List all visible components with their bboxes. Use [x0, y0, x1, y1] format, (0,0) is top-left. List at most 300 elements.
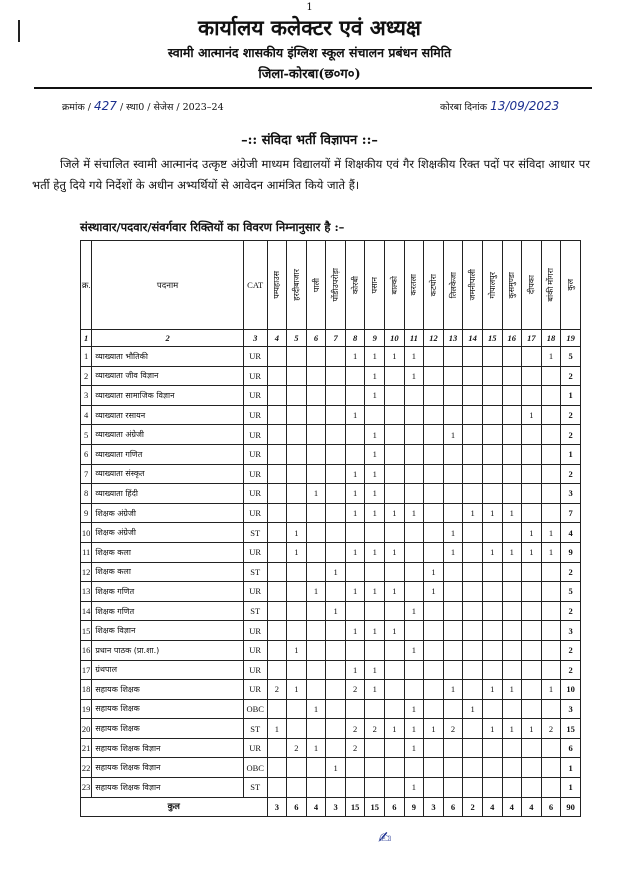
column-number: 8 [345, 330, 365, 347]
table-row [81, 640, 581, 660]
row-vacancy-cell: 1 [345, 542, 365, 562]
row-vacancy-cell: 1 [326, 601, 346, 621]
row-vacancy-cell [385, 464, 405, 484]
row-vacancy-cell [404, 562, 424, 582]
row-vacancy-cell: 1 [424, 562, 444, 582]
row-vacancy-cell [424, 347, 444, 367]
row-vacancy-cell [482, 601, 502, 621]
header-post: पदनाम [92, 241, 244, 330]
row-vacancy-cell [541, 621, 561, 641]
row-sno: 3 [81, 386, 92, 406]
row-vacancy-cell: 1 [345, 347, 365, 367]
row-vacancy-cell: 1 [502, 542, 522, 562]
row-vacancy-cell [326, 464, 346, 484]
row-vacancy-cell [463, 523, 483, 543]
row-vacancy-cell: 1 [482, 680, 502, 700]
row-vacancy-cell: 1 [541, 542, 561, 562]
row-vacancy-cell [522, 425, 542, 445]
row-vacancy-cell: 1 [365, 582, 385, 602]
row-vacancy-cell [404, 386, 424, 406]
row-sno: 5 [81, 425, 92, 445]
row-vacancy-cell [385, 738, 405, 758]
row-vacancy-cell: 1 [385, 503, 405, 523]
row-vacancy-cell: 1 [522, 523, 542, 543]
table-row [81, 464, 581, 484]
row-vacancy-cell [502, 405, 522, 425]
row-vacancy-cell [502, 640, 522, 660]
row-vacancy-cell [424, 601, 444, 621]
row-post: व्याख्याता हिंदी [92, 484, 244, 504]
table-row [81, 523, 581, 543]
row-post: सहायक शिक्षक [92, 680, 244, 700]
row-sno: 14 [81, 601, 92, 621]
row-vacancy-cell [522, 778, 542, 798]
header-school: बाल्को [385, 241, 405, 330]
row-vacancy-cell [443, 503, 463, 523]
totals-label: कुल [81, 797, 268, 816]
row-vacancy-cell: 1 [522, 542, 542, 562]
row-vacancy-cell [267, 366, 287, 386]
row-vacancy-cell [267, 758, 287, 778]
row-vacancy-cell [326, 503, 346, 523]
row-sno: 2 [81, 366, 92, 386]
row-vacancy-cell [345, 386, 365, 406]
row-post: सहायक शिक्षक विज्ञान [92, 738, 244, 758]
row-vacancy-cell [541, 699, 561, 719]
row-vacancy-cell [267, 405, 287, 425]
row-vacancy-cell [502, 601, 522, 621]
row-vacancy-cell: 1 [365, 484, 385, 504]
row-vacancy-cell [267, 425, 287, 445]
row-category: ST [243, 778, 267, 798]
row-vacancy-cell [463, 347, 483, 367]
row-vacancy-cell [365, 738, 385, 758]
row-vacancy-cell [267, 542, 287, 562]
row-vacancy-cell: 1 [502, 680, 522, 700]
row-vacancy-cell [385, 601, 405, 621]
table-row [81, 405, 581, 425]
row-vacancy-cell [463, 386, 483, 406]
row-vacancy-cell [424, 425, 444, 445]
row-vacancy-cell [424, 523, 444, 543]
row-vacancy-cell [326, 347, 346, 367]
row-vacancy-cell [502, 738, 522, 758]
row-vacancy-cell [287, 386, 307, 406]
row-sno: 20 [81, 719, 92, 739]
row-vacancy-cell: 1 [365, 386, 385, 406]
row-vacancy-cell [365, 778, 385, 798]
row-vacancy-cell [522, 601, 542, 621]
row-vacancy-cell [502, 425, 522, 445]
row-category: UR [243, 366, 267, 386]
row-vacancy-cell [522, 738, 542, 758]
row-vacancy-cell [424, 778, 444, 798]
row-vacancy-cell [424, 464, 444, 484]
row-vacancy-cell [482, 660, 502, 680]
row-vacancy-cell: 1 [287, 680, 307, 700]
row-category: OBC [243, 758, 267, 778]
row-vacancy-cell [541, 425, 561, 445]
row-vacancy-cell [404, 621, 424, 641]
row-vacancy-cell [404, 444, 424, 464]
row-vacancy-cell [404, 542, 424, 562]
totals-row [81, 797, 581, 816]
row-sno: 8 [81, 484, 92, 504]
row-vacancy-cell [287, 778, 307, 798]
row-category: UR [243, 386, 267, 406]
row-sno: 22 [81, 758, 92, 778]
row-vacancy-cell: 2 [541, 719, 561, 739]
row-vacancy-cell [463, 660, 483, 680]
row-vacancy-cell [306, 347, 326, 367]
row-vacancy-cell [267, 444, 287, 464]
row-vacancy-cell [522, 347, 542, 367]
row-vacancy-cell: 1 [385, 347, 405, 367]
row-vacancy-cell: 1 [345, 503, 365, 523]
row-vacancy-cell [267, 640, 287, 660]
row-vacancy-cell [287, 503, 307, 523]
column-total: 9 [404, 797, 424, 816]
row-vacancy-cell [267, 464, 287, 484]
date-value: 13/09/2023 [490, 99, 560, 113]
row-post: शिक्षक अंग्रेजी [92, 523, 244, 543]
row-vacancy-cell [287, 699, 307, 719]
row-vacancy-cell [345, 562, 365, 582]
column-total: 3 [326, 797, 346, 816]
row-vacancy-cell [541, 562, 561, 582]
row-vacancy-cell [541, 444, 561, 464]
row-vacancy-cell [522, 386, 542, 406]
row-vacancy-cell [385, 778, 405, 798]
row-vacancy-cell [385, 680, 405, 700]
row-total: 3 [561, 621, 581, 641]
row-total: 5 [561, 347, 581, 367]
row-vacancy-cell [385, 660, 405, 680]
row-vacancy-cell [502, 621, 522, 641]
row-total: 5 [561, 582, 581, 602]
table-row [81, 738, 581, 758]
row-post: व्याख्याता गणित [92, 444, 244, 464]
column-number: 13 [443, 330, 463, 347]
row-vacancy-cell [385, 699, 405, 719]
row-category: UR [243, 640, 267, 660]
row-total: 4 [561, 523, 581, 543]
row-vacancy-cell [306, 366, 326, 386]
header-school: कोरबी [345, 241, 365, 330]
row-vacancy-cell [385, 405, 405, 425]
column-number: 6 [306, 330, 326, 347]
row-vacancy-cell [326, 680, 346, 700]
row-vacancy-cell: 1 [385, 621, 405, 641]
row-vacancy-cell [326, 405, 346, 425]
table-row [81, 542, 581, 562]
row-vacancy-cell [541, 464, 561, 484]
row-vacancy-cell: 2 [287, 738, 307, 758]
row-vacancy-cell [267, 347, 287, 367]
row-vacancy-cell: 1 [443, 425, 463, 445]
row-vacancy-cell [522, 562, 542, 582]
row-vacancy-cell [424, 444, 444, 464]
row-vacancy-cell [482, 758, 502, 778]
row-category: UR [243, 660, 267, 680]
row-vacancy-cell [443, 405, 463, 425]
row-category: UR [243, 484, 267, 504]
row-vacancy-cell [385, 425, 405, 445]
row-vacancy-cell: 1 [326, 758, 346, 778]
advertisement-heading: –:: संविदा भर्ती विज्ञापन ::– [241, 133, 378, 148]
column-total: 4 [522, 797, 542, 816]
row-post: शिक्षक कला [92, 562, 244, 582]
row-vacancy-cell [424, 680, 444, 700]
column-number: 14 [463, 330, 483, 347]
row-total: 1 [561, 758, 581, 778]
row-total: 2 [561, 366, 581, 386]
row-vacancy-cell [306, 503, 326, 523]
row-vacancy-cell: 1 [424, 582, 444, 602]
row-vacancy-cell [326, 366, 346, 386]
row-vacancy-cell [267, 699, 287, 719]
column-number: 16 [502, 330, 522, 347]
row-vacancy-cell [502, 699, 522, 719]
column-total: 3 [424, 797, 444, 816]
row-vacancy-cell [365, 699, 385, 719]
row-vacancy-cell [443, 778, 463, 798]
row-vacancy-cell [267, 660, 287, 680]
row-post: प्रधान पाठक (प्रा.शा.) [92, 640, 244, 660]
header-school: पम्पहाउस [267, 241, 287, 330]
column-total: 6 [541, 797, 561, 816]
row-vacancy-cell [345, 778, 365, 798]
row-vacancy-cell: 1 [287, 542, 307, 562]
row-vacancy-cell [443, 484, 463, 504]
row-vacancy-cell: 1 [345, 660, 365, 680]
row-vacancy-cell [482, 347, 502, 367]
reference-suffix: / स्था0 / सेजेस / 2023–24 [119, 102, 224, 113]
column-number: 17 [522, 330, 542, 347]
row-post: ग्रंथपाल [92, 660, 244, 680]
row-vacancy-cell [522, 484, 542, 504]
row-vacancy-cell: 1 [385, 719, 405, 739]
row-vacancy-cell [424, 366, 444, 386]
row-total: 2 [561, 660, 581, 680]
row-vacancy-cell [306, 444, 326, 464]
row-vacancy-cell [306, 425, 326, 445]
table-row [81, 562, 581, 582]
row-vacancy-cell [287, 464, 307, 484]
row-vacancy-cell [267, 738, 287, 758]
row-post: व्याख्याता अंग्रेजी [92, 425, 244, 445]
row-category: ST [243, 719, 267, 739]
row-vacancy-cell [463, 484, 483, 504]
row-vacancy-cell [463, 680, 483, 700]
row-post: व्याख्याता भौतिकी [92, 347, 244, 367]
vacancy-table-body [81, 347, 581, 798]
row-vacancy-cell: 1 [306, 738, 326, 758]
table-row [81, 680, 581, 700]
row-vacancy-cell: 1 [365, 347, 385, 367]
table-row [81, 621, 581, 641]
row-vacancy-cell [306, 562, 326, 582]
row-vacancy-cell: 2 [345, 719, 365, 739]
row-vacancy-cell: 1 [404, 503, 424, 523]
header-school: दीपका [522, 241, 542, 330]
row-vacancy-cell [482, 562, 502, 582]
row-sno: 7 [81, 464, 92, 484]
row-vacancy-cell [326, 523, 346, 543]
row-vacancy-cell [385, 640, 405, 660]
row-vacancy-cell [522, 503, 542, 523]
row-vacancy-cell: 1 [345, 405, 365, 425]
row-total: 2 [561, 601, 581, 621]
row-vacancy-cell [463, 719, 483, 739]
row-vacancy-cell [306, 601, 326, 621]
row-vacancy-cell: 1 [404, 699, 424, 719]
column-total: 4 [502, 797, 522, 816]
header-school: हरदीबाजार [287, 241, 307, 330]
row-vacancy-cell: 1 [365, 680, 385, 700]
row-vacancy-cell [424, 405, 444, 425]
row-vacancy-cell: 1 [385, 542, 405, 562]
header-total: कुल [561, 241, 581, 330]
reference-prefix: क्रमांक / [62, 102, 91, 113]
row-vacancy-cell [424, 640, 444, 660]
row-vacancy-cell [463, 640, 483, 660]
column-number: 5 [287, 330, 307, 347]
row-total: 7 [561, 503, 581, 523]
row-vacancy-cell [424, 386, 444, 406]
row-vacancy-cell [463, 601, 483, 621]
row-vacancy-cell: 1 [482, 719, 502, 739]
row-vacancy-cell: 1 [385, 582, 405, 602]
row-vacancy-cell [482, 523, 502, 543]
row-vacancy-cell: 1 [345, 484, 365, 504]
row-vacancy-cell [482, 640, 502, 660]
row-post: सहायक शिक्षक विज्ञान [92, 778, 244, 798]
row-vacancy-cell [424, 542, 444, 562]
row-vacancy-cell [482, 425, 502, 445]
row-vacancy-cell [443, 660, 463, 680]
row-sno: 11 [81, 542, 92, 562]
row-category: OBC [243, 699, 267, 719]
row-vacancy-cell [463, 621, 483, 641]
column-total: 15 [365, 797, 385, 816]
row-total: 15 [561, 719, 581, 739]
row-total: 6 [561, 738, 581, 758]
district-line: जिला-कोरबा(छ०ग०) [258, 67, 361, 82]
row-vacancy-cell [287, 719, 307, 739]
reference-number [62, 99, 224, 113]
row-sno: 19 [81, 699, 92, 719]
header-school: पाली [306, 241, 326, 330]
row-vacancy-cell [326, 778, 346, 798]
row-vacancy-cell: 1 [541, 680, 561, 700]
row-vacancy-cell: 1 [345, 582, 365, 602]
row-vacancy-cell [365, 405, 385, 425]
row-vacancy-cell: 1 [404, 347, 424, 367]
row-vacancy-cell [541, 366, 561, 386]
row-vacancy-cell [385, 444, 405, 464]
row-vacancy-cell: 1 [365, 503, 385, 523]
row-vacancy-cell [502, 758, 522, 778]
row-vacancy-cell: 1 [404, 640, 424, 660]
row-vacancy-cell: 1 [502, 719, 522, 739]
row-vacancy-cell [522, 758, 542, 778]
table-row [81, 660, 581, 680]
row-vacancy-cell [463, 758, 483, 778]
row-vacancy-cell [443, 758, 463, 778]
row-sno: 12 [81, 562, 92, 582]
row-vacancy-cell: 1 [365, 444, 385, 464]
row-vacancy-cell [502, 484, 522, 504]
row-vacancy-cell [443, 582, 463, 602]
row-vacancy-cell [345, 523, 365, 543]
row-vacancy-cell [502, 660, 522, 680]
column-number: 7 [326, 330, 346, 347]
row-vacancy-cell [306, 523, 326, 543]
row-vacancy-cell [502, 347, 522, 367]
row-vacancy-cell [326, 699, 346, 719]
header-school: जमनीपाली [463, 241, 483, 330]
row-vacancy-cell: 1 [404, 601, 424, 621]
column-total: 6 [385, 797, 405, 816]
row-vacancy-cell [482, 484, 502, 504]
row-vacancy-cell [424, 484, 444, 504]
row-vacancy-cell [502, 444, 522, 464]
row-sno: 18 [81, 680, 92, 700]
row-vacancy-cell [267, 601, 287, 621]
table-row [81, 601, 581, 621]
row-vacancy-cell: 1 [365, 425, 385, 445]
row-vacancy-cell [541, 503, 561, 523]
row-category: UR [243, 444, 267, 464]
row-vacancy-cell [287, 366, 307, 386]
row-vacancy-cell [267, 386, 287, 406]
row-vacancy-cell [385, 523, 405, 543]
row-category: UR [243, 542, 267, 562]
row-category: ST [243, 523, 267, 543]
header-school: कटघोरा [424, 241, 444, 330]
row-vacancy-cell [306, 719, 326, 739]
row-vacancy-cell [267, 582, 287, 602]
row-total: 10 [561, 680, 581, 700]
row-total: 2 [561, 562, 581, 582]
committee-subtitle: स्वामी आत्मानंद शासकीय इंग्लिश स्कूल संचालन प्रबंधन समिति [167, 45, 452, 60]
row-vacancy-cell [482, 464, 502, 484]
header-school: गोपालपुर [482, 241, 502, 330]
table-row [81, 366, 581, 386]
row-vacancy-cell [326, 484, 346, 504]
row-vacancy-cell: 1 [326, 562, 346, 582]
row-vacancy-cell [443, 562, 463, 582]
row-vacancy-cell [365, 758, 385, 778]
reference-date [440, 99, 559, 113]
row-vacancy-cell [522, 640, 542, 660]
row-category: UR [243, 464, 267, 484]
row-vacancy-cell [541, 582, 561, 602]
row-vacancy-cell: 1 [365, 464, 385, 484]
row-vacancy-cell [306, 386, 326, 406]
row-vacancy-cell: 1 [287, 640, 307, 660]
row-vacancy-cell [443, 347, 463, 367]
row-vacancy-cell: 1 [482, 503, 502, 523]
column-total: 3 [267, 797, 287, 816]
row-vacancy-cell [443, 601, 463, 621]
row-total: 2 [561, 464, 581, 484]
row-vacancy-cell [345, 699, 365, 719]
row-vacancy-cell [541, 484, 561, 504]
row-vacancy-cell [502, 386, 522, 406]
row-sno: 6 [81, 444, 92, 464]
